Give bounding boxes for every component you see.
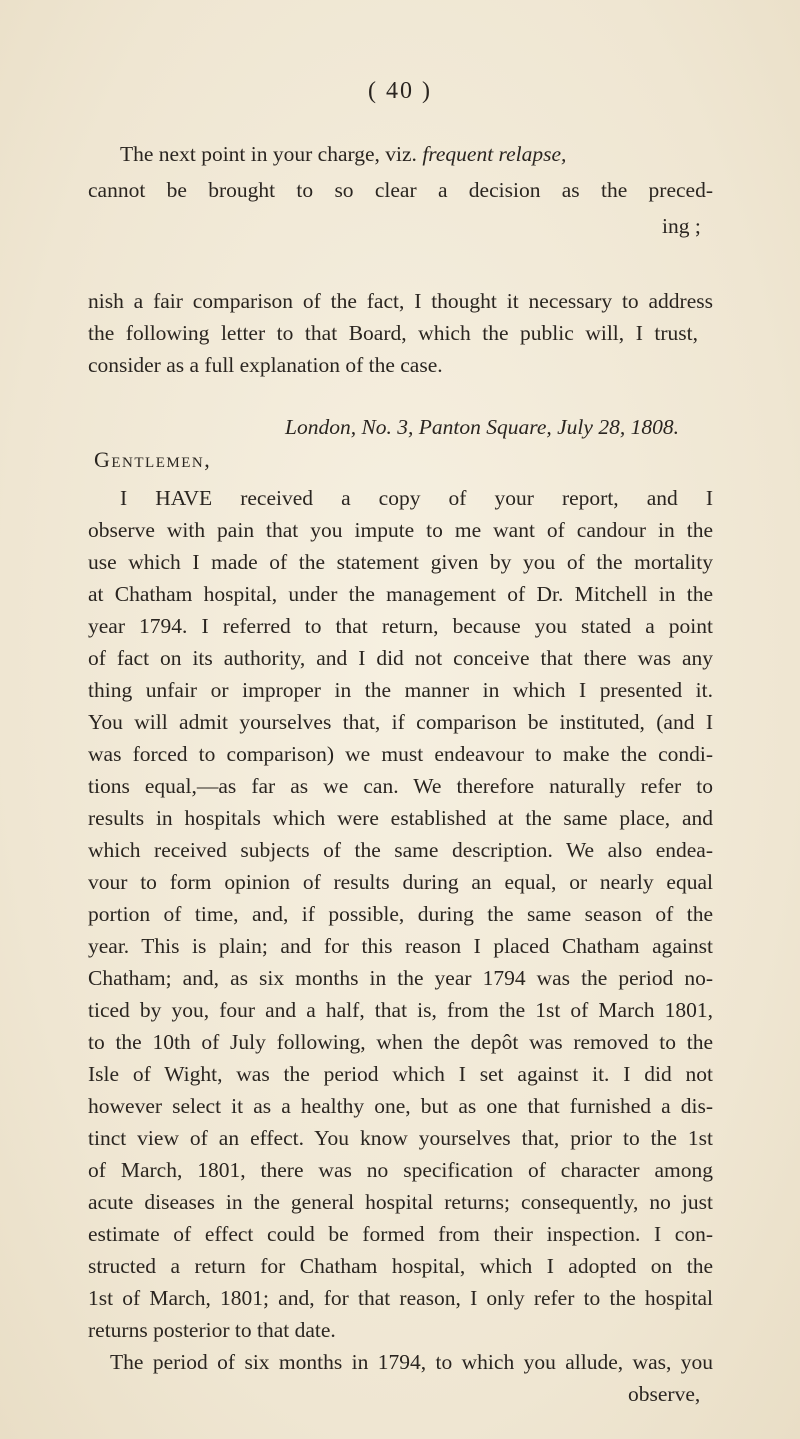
text-line: cannot be brought to so clear a decision as the preced- [88,178,713,202]
text-line: was forced to comparison) we must endeavour to make the condi- [88,742,713,766]
text-line: I HAVE received a copy of your report, and I [120,486,713,510]
text-line: results in hospitals which were established at the same place, and [88,806,713,830]
text-line: returns posterior to that date. [88,1318,336,1342]
text-line: to the 10th of July following, when the depôt was removed to the [88,1030,713,1054]
text-line: observe with pain that you impute to me want of candour in the [88,518,713,542]
text-line: 1st of March, 1801; and, for that reason, I only refer to the hospital [88,1286,713,1310]
letter-salutation: Gentlemen, [94,447,212,472]
text-line: which received subjects of the same description. We also endea- [88,838,713,862]
text-line: year 1794. I referred to that return, because you stated a point [88,614,713,638]
text-line: at Chatham hospital, under the management of Dr. Mitchell in the [88,582,713,606]
text-line: however select it as a healthy one, but as one that furnished a dis- [88,1094,713,1118]
text-line: the following letter to that Board, which the public will, I trust, [88,321,698,345]
text-line: year. This is plain; and for this reason I placed Chatham against [88,934,713,958]
text-line: thing unfair or improper in the manner in which I presented it. [88,678,713,702]
catchword: observe, [628,1382,701,1406]
text-line: estimate of effect could be formed from their inspection. I con- [88,1222,713,1246]
text-line: Isle of Wight, was the period which I set against it. I did not [88,1062,713,1086]
text-line: of fact on its authority, and I did not conceive that there was any [88,646,713,670]
text-line: of March, 1801, there was no specification of character among [88,1158,713,1182]
text-line: structed a return for Chatham hospital, which I adopted on the [88,1254,713,1278]
text-line: Chatham; and, as six months in the year 1794 was the period no- [88,966,713,990]
text-line: consider as a full explanation of the case. [88,353,443,377]
text-line: ticed by you, four and a half, that is, from the 1st of March 1801, [88,998,713,1022]
text-line: nish a fair comparison of the fact, I thought it necessary to address [88,289,713,313]
text-line: tinct view of an effect. You know yourselves that, prior to the 1st [88,1126,713,1150]
letter-dateline: London, No. 3, Panton Square, July 28, 1808. [285,415,679,439]
text-line: The period of six months in 1794, to which you allude, was, you [110,1350,713,1374]
text-line: The next point in your charge, viz. frequent relapse, [120,142,567,166]
text-line: tions equal,—as far as we can. We therefore naturally refer to [88,774,713,798]
text-line: You will admit yourselves that, if comparison be instituted, (and I [88,710,713,734]
text-line: portion of time, and, if possible, during the same season of the [88,902,713,926]
catchword: ing ; [662,214,701,238]
page-number: ( 40 ) [368,78,432,104]
text-line: acute diseases in the general hospital returns; consequently, no just [88,1190,713,1214]
text-line: use which I made of the statement given by you of the mortality [88,550,713,574]
text-line: vour to form opinion of results during an equal, or nearly equal [88,870,713,894]
